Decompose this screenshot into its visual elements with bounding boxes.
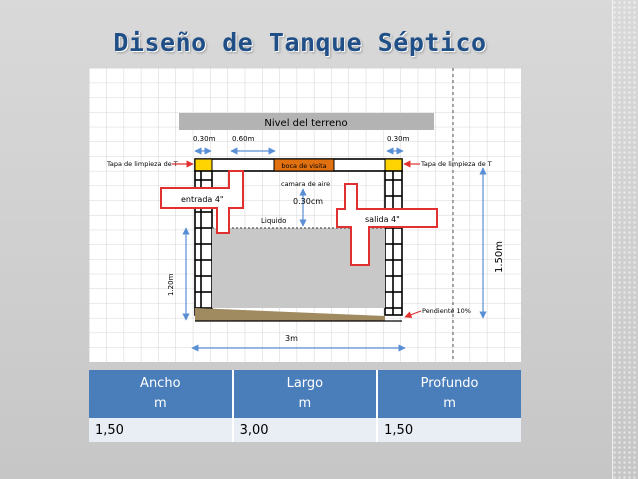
slope-label: Pendiente 10% [422,307,471,315]
cleanout-cap-right [385,159,402,171]
cleanout-cap-left [195,159,212,171]
access-hatch-label: boca de visita [281,162,327,170]
table-row [89,418,521,442]
length-label: 3m [285,334,298,343]
air-chamber-label: camara de aire [281,180,331,188]
ground-level-bar [179,113,434,130]
dim-left-wall-label: 0.30m [193,135,216,143]
right-block-wall [385,171,402,315]
cleanout-left-label: Tapa de limpieza de T [107,160,178,168]
table-header-row [89,370,521,418]
slide-title: Diseño de Tanque Séptico [113,28,487,57]
cleanout-right-label: Tapa de limpieza de T [421,160,492,168]
liquid-depth-label: 1.20m [167,273,175,296]
header-largo: Largo m [233,370,378,418]
header-profundo: Profundo m [377,370,521,418]
inlet-label: entrada 4" [181,195,224,204]
liquid-label: Liquido [261,217,287,225]
dim-right-wall-label: 0.30m [387,135,410,143]
cell-profundo: 1,50 [377,418,521,442]
access-hatch [274,159,334,171]
header-ancho: Ancho m [89,370,233,418]
cell-ancho: 1,50 [89,418,233,442]
dimensions-table [89,370,521,442]
ground-level-label: Nivel del terreno [264,118,348,129]
total-depth-label: 1.50m [494,240,505,273]
outlet-label: salida 4" [365,215,400,224]
septic-tank-diagram [89,68,521,362]
decorative-dot-pattern [612,0,638,479]
air-chamber-height-label: 0.30cm [293,197,324,206]
dim-opening-label: 0.60m [232,135,255,143]
cell-largo: 3,00 [233,418,378,442]
